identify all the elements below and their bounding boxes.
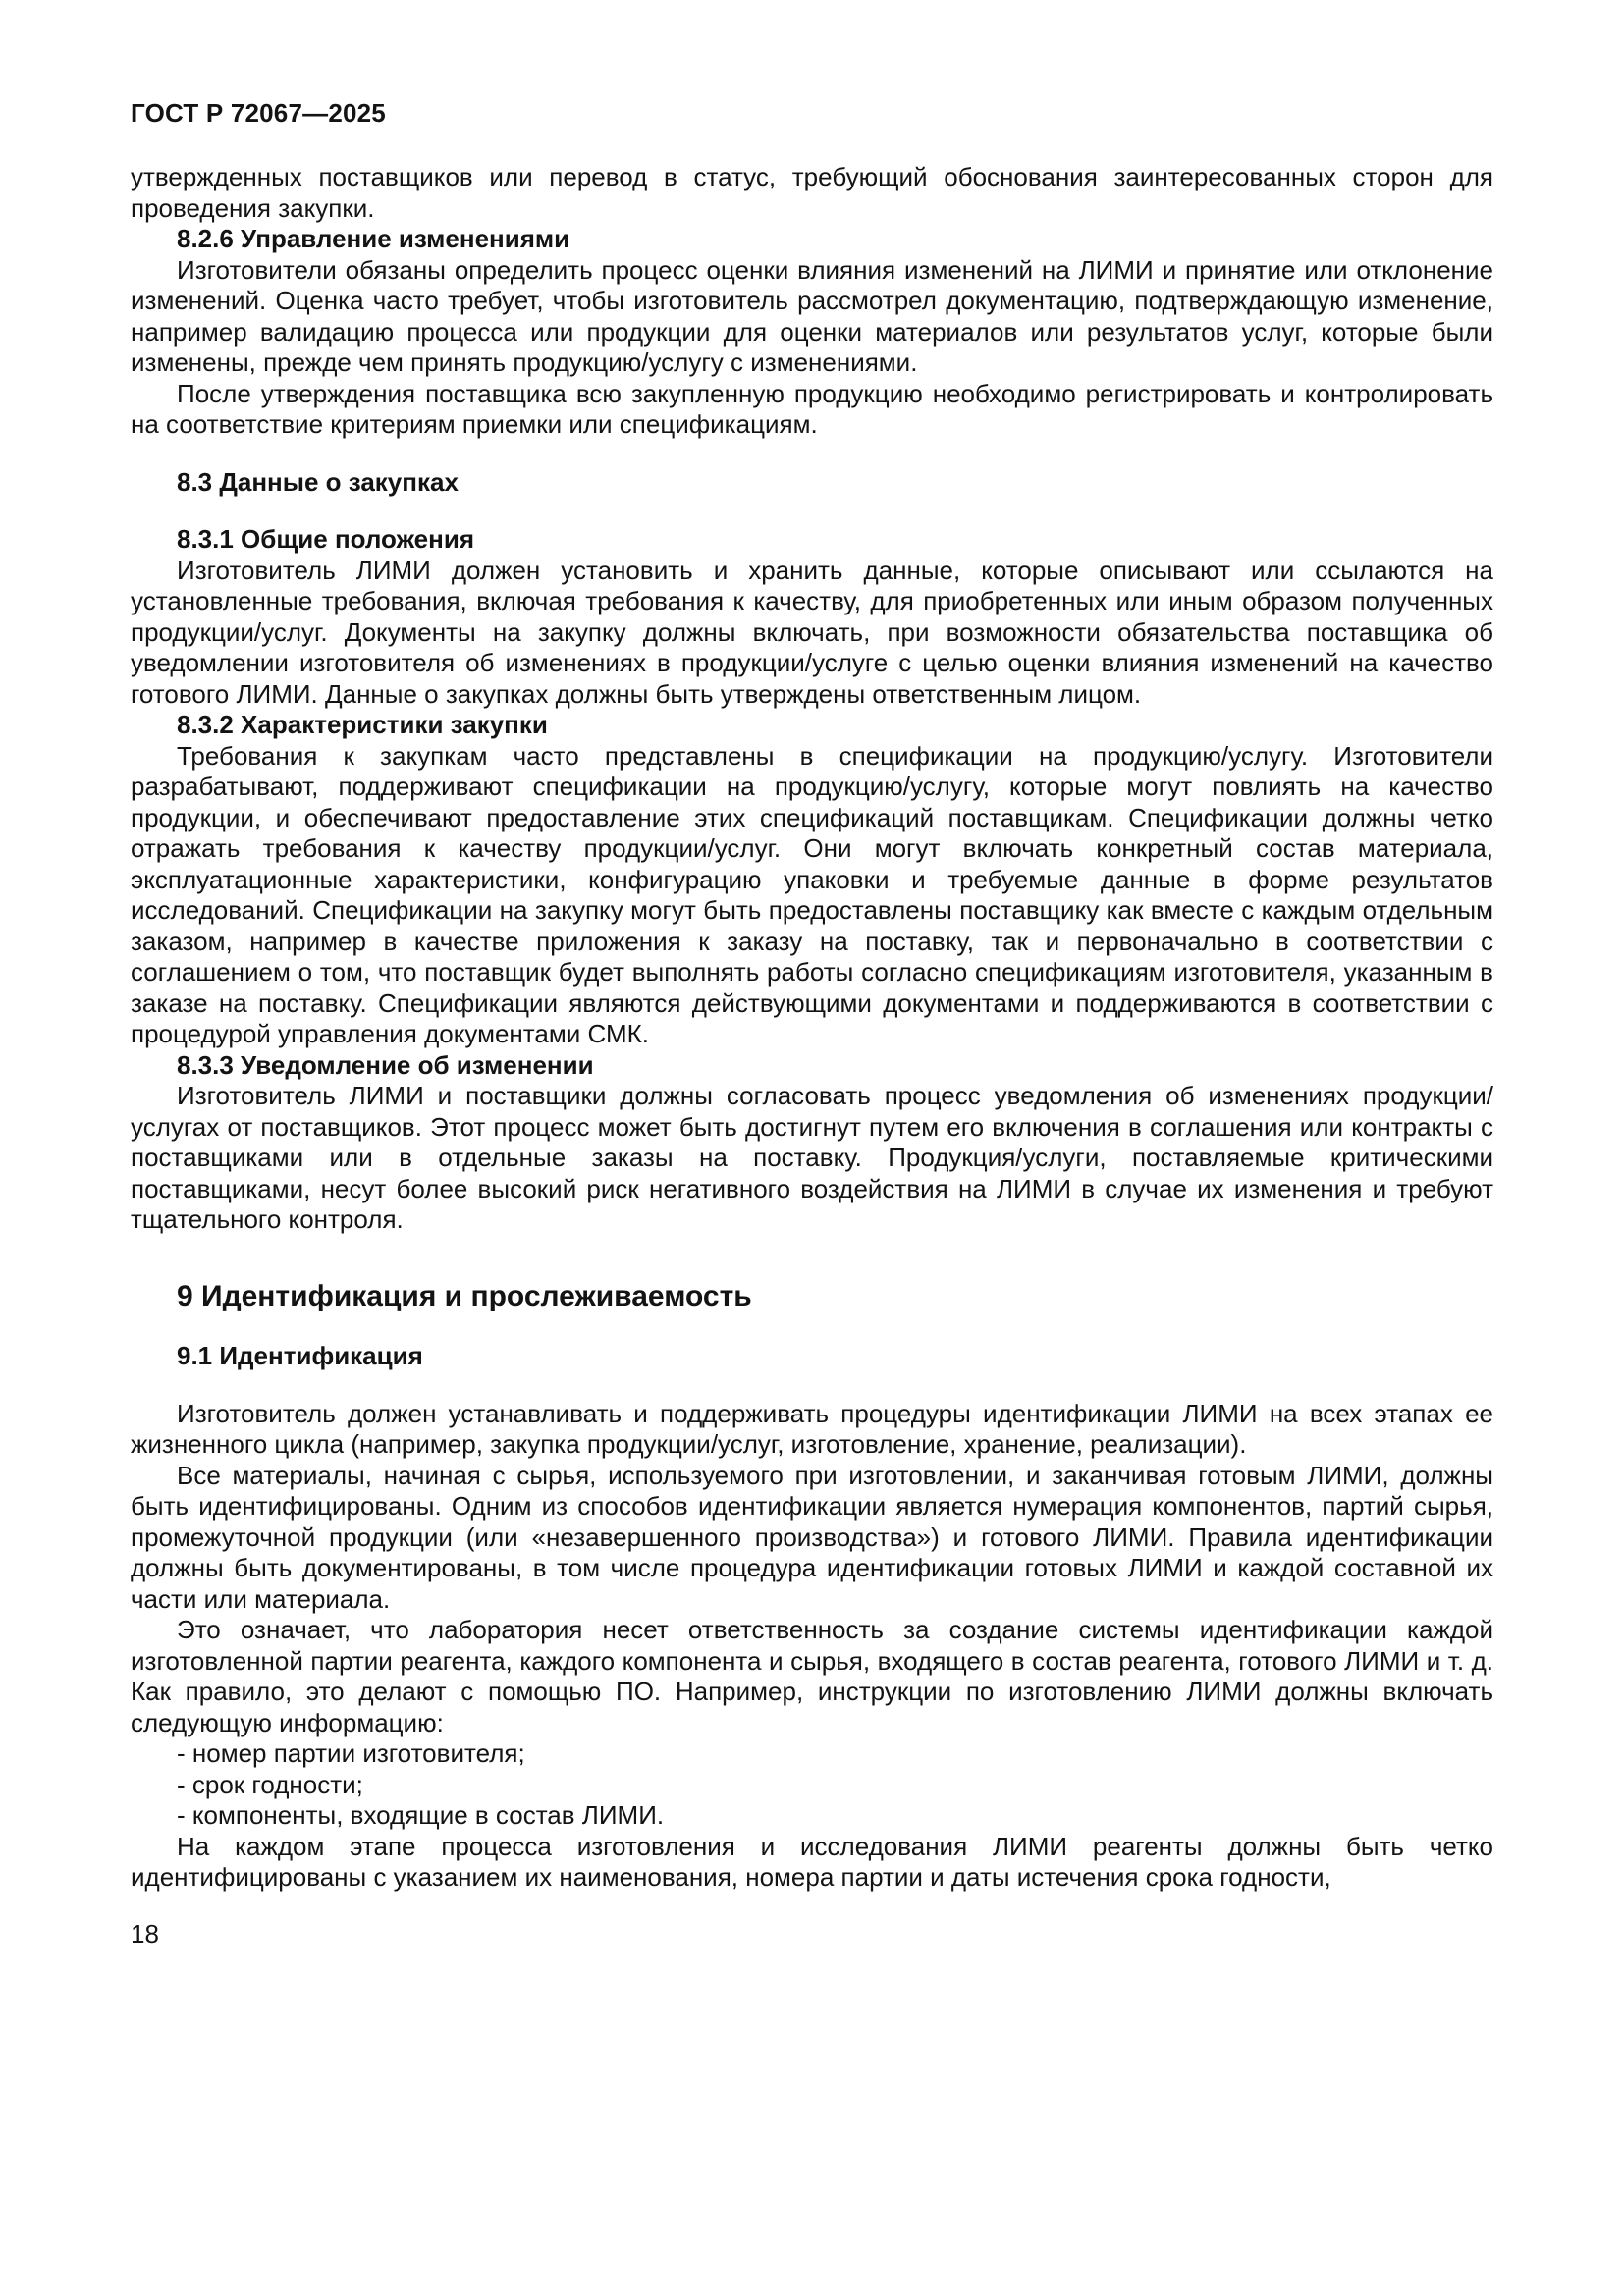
document-body: [131, 162, 1493, 1894]
heading-8-2-6: 8.2.6 Управление изменениями: [177, 224, 570, 253]
paragraph: Все материалы, начиная с сырья, используемого при изготовлении, и заканчивая готовым ЛИМИ, должны быть идентифицированы. Одним из способов идентификации является нумерация компонентов, партий сырья, промежуточной продукции (или «незавершенного производства») и готового ЛИМИ. Правила идентификации должны быть документированы, в том числе процедура идентификации готовых ЛИМИ и каждой составной их части или материала.: [131, 1460, 1493, 1614]
paragraph: Изготовители обязаны определить процесс оценки влияния изменений на ЛИМИ и принятие или отклонение изменений. Оценка часто требует, чтобы изготовитель рассмотрел документацию, подтверждающую изменение, например валидацию процесса или продукции для оценки материалов или результатов услуг, которые были изменены, прежде чем принять продукцию/услугу с изменениями.: [131, 254, 1493, 377]
document-code: ГОСТ Р 72067—2025: [131, 98, 386, 128]
paragraph-continued: утвержденных поставщиков или перевод в статус, требующий обоснования заинтересованных сторон для проведения закупки.: [131, 162, 1493, 223]
heading-8-3: 8.3 Данные о закупках: [177, 466, 459, 497]
paragraph: На каждом этапе процесса изготовления и исследования ЛИМИ реагенты должны быть четко идентифицированы с указанием их наименования, номера партии и даты истечения срока годности,: [131, 1831, 1493, 1892]
paragraph: Требования к закупкам часто представлены в спецификации на продукцию/услугу. Изготовители разрабатывают, поддерживают спецификации на продукцию/услугу, которые могут повлиять на качество продукции, и обеспечивают предоставление этих спецификаций поставщикам. Спецификации должны четко отражать требования к качеству продукции/услуг. Они могут включать конкретный состав материала, эксплуатационные характеристики, конфигурацию упаковки и требуемые данные в форме результатов исследований. Спецификации на закупку могут быть предоставлены поставщику как вместе с каждым отдельным заказом, например в качестве приложения к заказу на поставку, так и первоначально в соответствии с соглашением о том, что поставщик будет выполнять работы согласно спецификациям изготовителя, указанным в заказе на поставку. Спецификации являются действующими документами и поддерживаются в соответствии с процедурой управления документами СМК.: [131, 740, 1493, 1048]
heading-8-3-3: 8.3.3 Уведомление об изменении: [177, 1049, 594, 1080]
section-heading-9: 9 Идентификация и прослеживаемость: [177, 1279, 752, 1312]
paragraph: Изготовитель ЛИМИ и поставщики должны согласовать процесс уведомления об изменениях продукции/услугах от поставщиков. Этот процесс может быть достигнут путем его включения в соглашения или контракты с поставщиками или в отдельные заказы на поставку. Продукция/услуги, поставляемые критическими поставщиками, несут более высокий риск негативного воздействия на ЛИМИ в случае их изменения и требуют тщательного контроля.: [131, 1081, 1493, 1234]
page-number: 18: [131, 1918, 159, 1949]
heading-8-3-1: 8.3.1 Общие положения: [177, 524, 474, 554]
paragraph: Это означает, что лаборатория несет ответственность за создание системы идентификации каждой изготовленной партии реагента, каждого компонента и сырья, входящего в состав реагента, готового ЛИМИ и т. д. Как правило, это делают с помощью ПО. Например, инструкции по изготовлению ЛИМИ должны включать следующую информацию:: [131, 1615, 1493, 1737]
list-item: - номер партии изготовителя;: [177, 1738, 525, 1768]
paragraph: После утверждения поставщика всю закупленную продукцию необходимо регистрировать и контролировать на соответствие критериям приемки или спецификациям.: [131, 378, 1493, 439]
heading-8-3-2: 8.3.2 Характеристики закупки: [177, 710, 548, 739]
paragraph: Изготовитель ЛИМИ должен установить и хранить данные, которые описывают или ссылаются на установленные требования, включая требования к качеству, для приобретенных или иным образом полученных продукции/услуг. Документы на закупку должны включать, при возможности обязательства поставщика об уведомлении изготовителя об изменениях в продукции/услуге с целью оценки влияния изменений на качество готового ЛИМИ. Данные о закупках должны быть утверждены ответственным лицом.: [131, 555, 1493, 709]
heading-9-1: 9.1 Идентификация: [177, 1341, 423, 1370]
running-header: [131, 98, 1493, 129]
list-item: - срок годности;: [177, 1769, 363, 1799]
list-item: - компоненты, входящие в состав ЛИМИ.: [177, 1800, 665, 1830]
paragraph: Изготовитель должен устанавливать и поддерживать процедуры идентификации ЛИМИ на всех этапах ее жизненного цикла (например, закупка продукции/услуг, изготовление, хранение, реализации).: [131, 1398, 1493, 1459]
